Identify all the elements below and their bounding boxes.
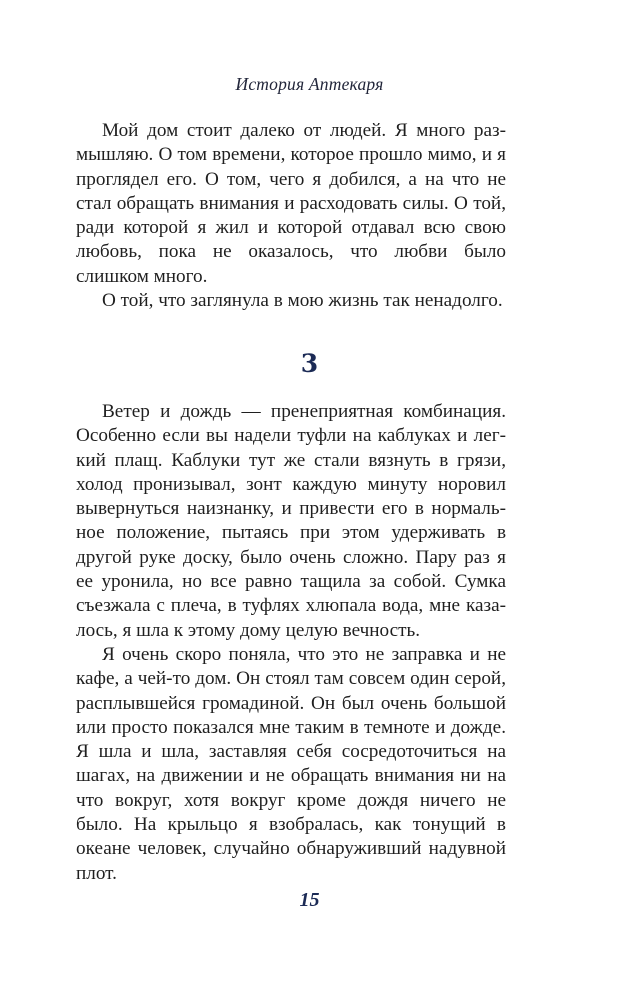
paragraph: Я очень скоро поняла, что это не заправка и не кафе, а чей-то дом. Он стоял там совсем один серой, расплывшейся громадиной. Он был очень большой или просто показался мне таким в темноте и дожде. Я шла и шла, заставляя себя сосредоточиться на шагах, на движении и не обращать внимания ни на что вокруг, хотя вокруг кроме дождя ничего не было. На крыльцо я взобралась, как тонущий в океане человек, случайно обнаруживший надувной плот. <box>76 643 506 884</box>
chapter-number: 3 <box>300 349 319 378</box>
paragraph: Мой дом стоит далеко от людей. Я много размышляю. О том времени, которое прошло мимо, и я проглядел его. О том, чего я добился, а на что не стал обращать внимания и расходовать силы. О той, ради которой я жил и которой отдавал всю свою любовь, пока не оказалось, что любви было слишком много. <box>76 120 506 287</box>
text-section-2 <box>76 400 506 886</box>
paragraph: Ветер и дождь — пренеприятная комбинация. Особенно если вы надели туфли на каблуках и легкий плащ. Каблуки тут же стали вязнуть в грязи, холод пронизывал, зонт каждую минуту норовил вывернуться наизнанку, и привести его в нормальное положение, пытаясь при этом удерживать в другой руке доску, было очень сложно. Пару раз я ее уронила, но все равно тащила за собой. Сумка съезжала с плеча, в туфлях хлюпала вода, мне казалось, я шла к этому дому целую вечность. <box>76 401 506 641</box>
page-number: 15 <box>299 889 320 911</box>
running-head: История Аптекаря <box>235 74 384 94</box>
text-section-1 <box>76 119 506 313</box>
paragraph: О той, что заглянула в мою жизнь так ненадолго. <box>102 290 503 312</box>
